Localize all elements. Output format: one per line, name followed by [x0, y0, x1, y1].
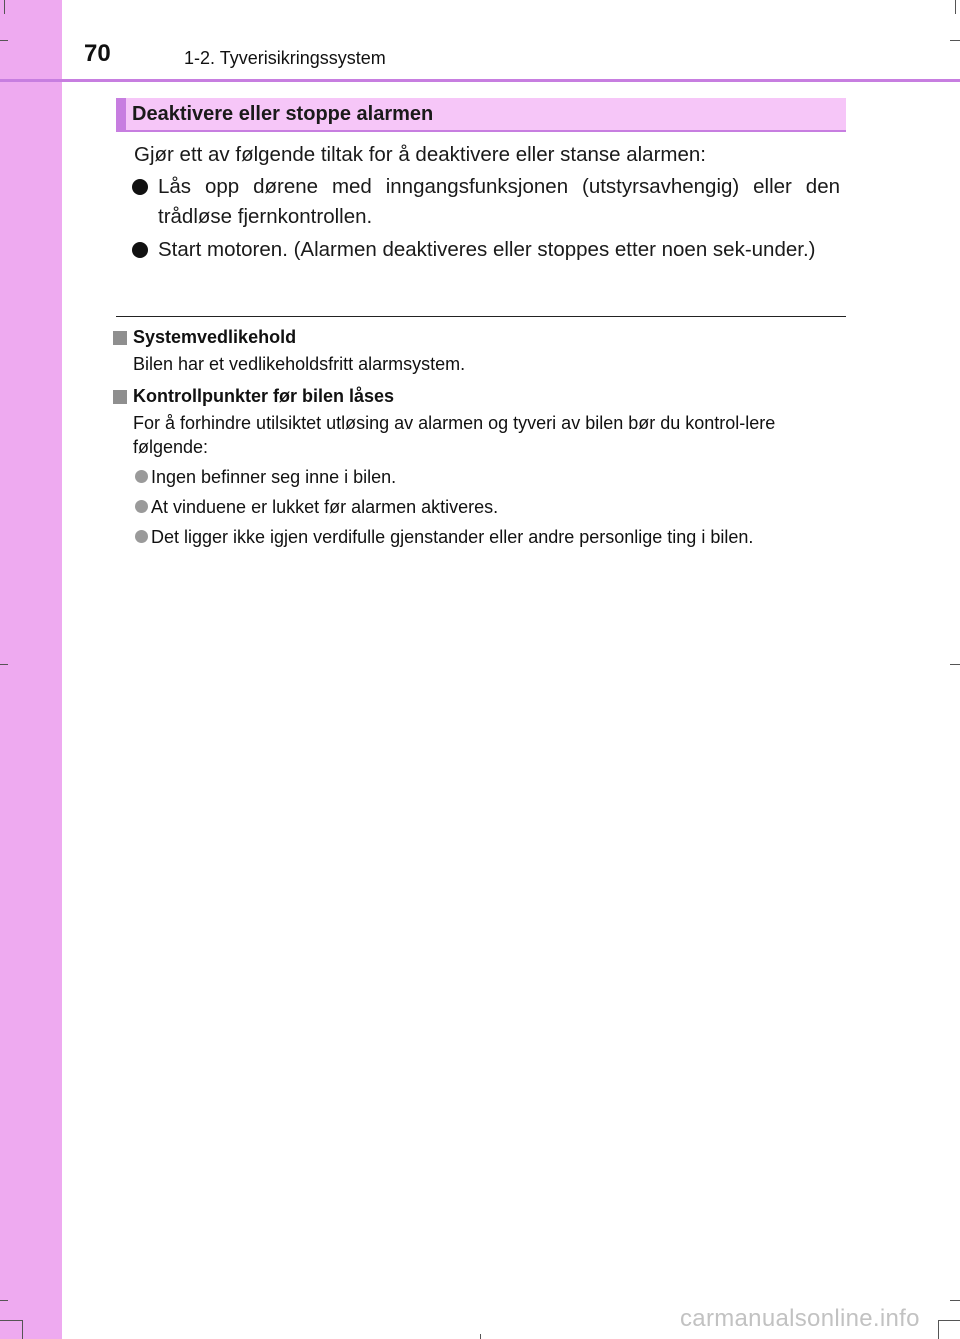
list-item: [113, 525, 848, 549]
section-bar-accent: [116, 98, 126, 130]
list-item-text: Det ligger ikke igjen verdifulle gjenstander eller andre personlige ting i bilen.: [151, 527, 754, 547]
subsection-heading: [113, 327, 848, 348]
bullet-dot-icon: [135, 470, 148, 483]
list-item: [113, 495, 848, 519]
subsection-heading-text: Systemvedlikehold: [133, 327, 297, 347]
list-item-text: Ingen befinner seg inne i bilen.: [151, 467, 397, 487]
bullet-list: [128, 172, 840, 268]
bullet-dot-icon: [135, 500, 148, 513]
page-number: 70: [84, 40, 111, 67]
chapter-title: 1-2. Tyverisikringssystem: [184, 48, 386, 68]
watermark: carmanualsonline.info: [680, 1305, 920, 1332]
crop-mark: [950, 664, 960, 665]
subsection-text: Bilen har et vedlikeholdsfritt alarmsystem.: [133, 354, 466, 374]
crop-mark: [0, 40, 8, 41]
crop-mark: [938, 1320, 960, 1321]
crop-mark: [938, 1320, 939, 1339]
list-item: [128, 172, 840, 232]
crop-mark: [480, 1334, 481, 1339]
section-intro: Gjør ett av følgende tiltak for å deaktivere eller stanse alarmen:: [134, 143, 706, 166]
crop-mark: [950, 40, 960, 41]
subsection-text: For å forhindre utilsiktet utløsing av alarmen og tyveri av bilen bør du kontrol-lere følgende:: [133, 413, 776, 457]
header-divider: [0, 79, 960, 82]
section-heading-bar: [116, 98, 846, 132]
subsection-maintenance: [113, 327, 848, 376]
crop-mark: [4, 0, 5, 14]
subsection-heading-text: Kontrollpunkter før bilen låses: [133, 386, 395, 406]
subsection-heading: [113, 386, 848, 407]
list-item-text: Lås opp dørene med inngangsfunksjonen (utstyrsavhengig) eller den trådløse fjernkontrollen.: [158, 175, 840, 228]
list-item-text: Start motoren. (Alarmen deaktiveres eller stoppes etter noen sek-under.): [158, 238, 816, 261]
crop-mark: [0, 664, 8, 665]
list-item: [128, 235, 840, 265]
bullet-dot-icon: [132, 179, 148, 195]
bullet-dot-icon: [135, 530, 148, 543]
side-color-strip: [0, 0, 62, 1339]
crop-mark: [950, 1300, 960, 1301]
crop-mark: [0, 1320, 22, 1321]
section-title: Deaktivere eller stoppe alarmen: [132, 103, 434, 125]
list-item-text: At vinduene er lukket før alarmen aktiveres.: [151, 497, 499, 517]
list-item: [113, 465, 848, 489]
bullet-dot-icon: [132, 242, 148, 258]
crop-mark: [22, 1320, 23, 1339]
crop-mark: [955, 0, 956, 14]
section-divider: [116, 316, 846, 317]
square-bullet-icon: [113, 390, 127, 404]
square-bullet-icon: [113, 331, 127, 345]
subsection-checkpoints: [113, 386, 848, 549]
crop-mark: [0, 1300, 8, 1301]
